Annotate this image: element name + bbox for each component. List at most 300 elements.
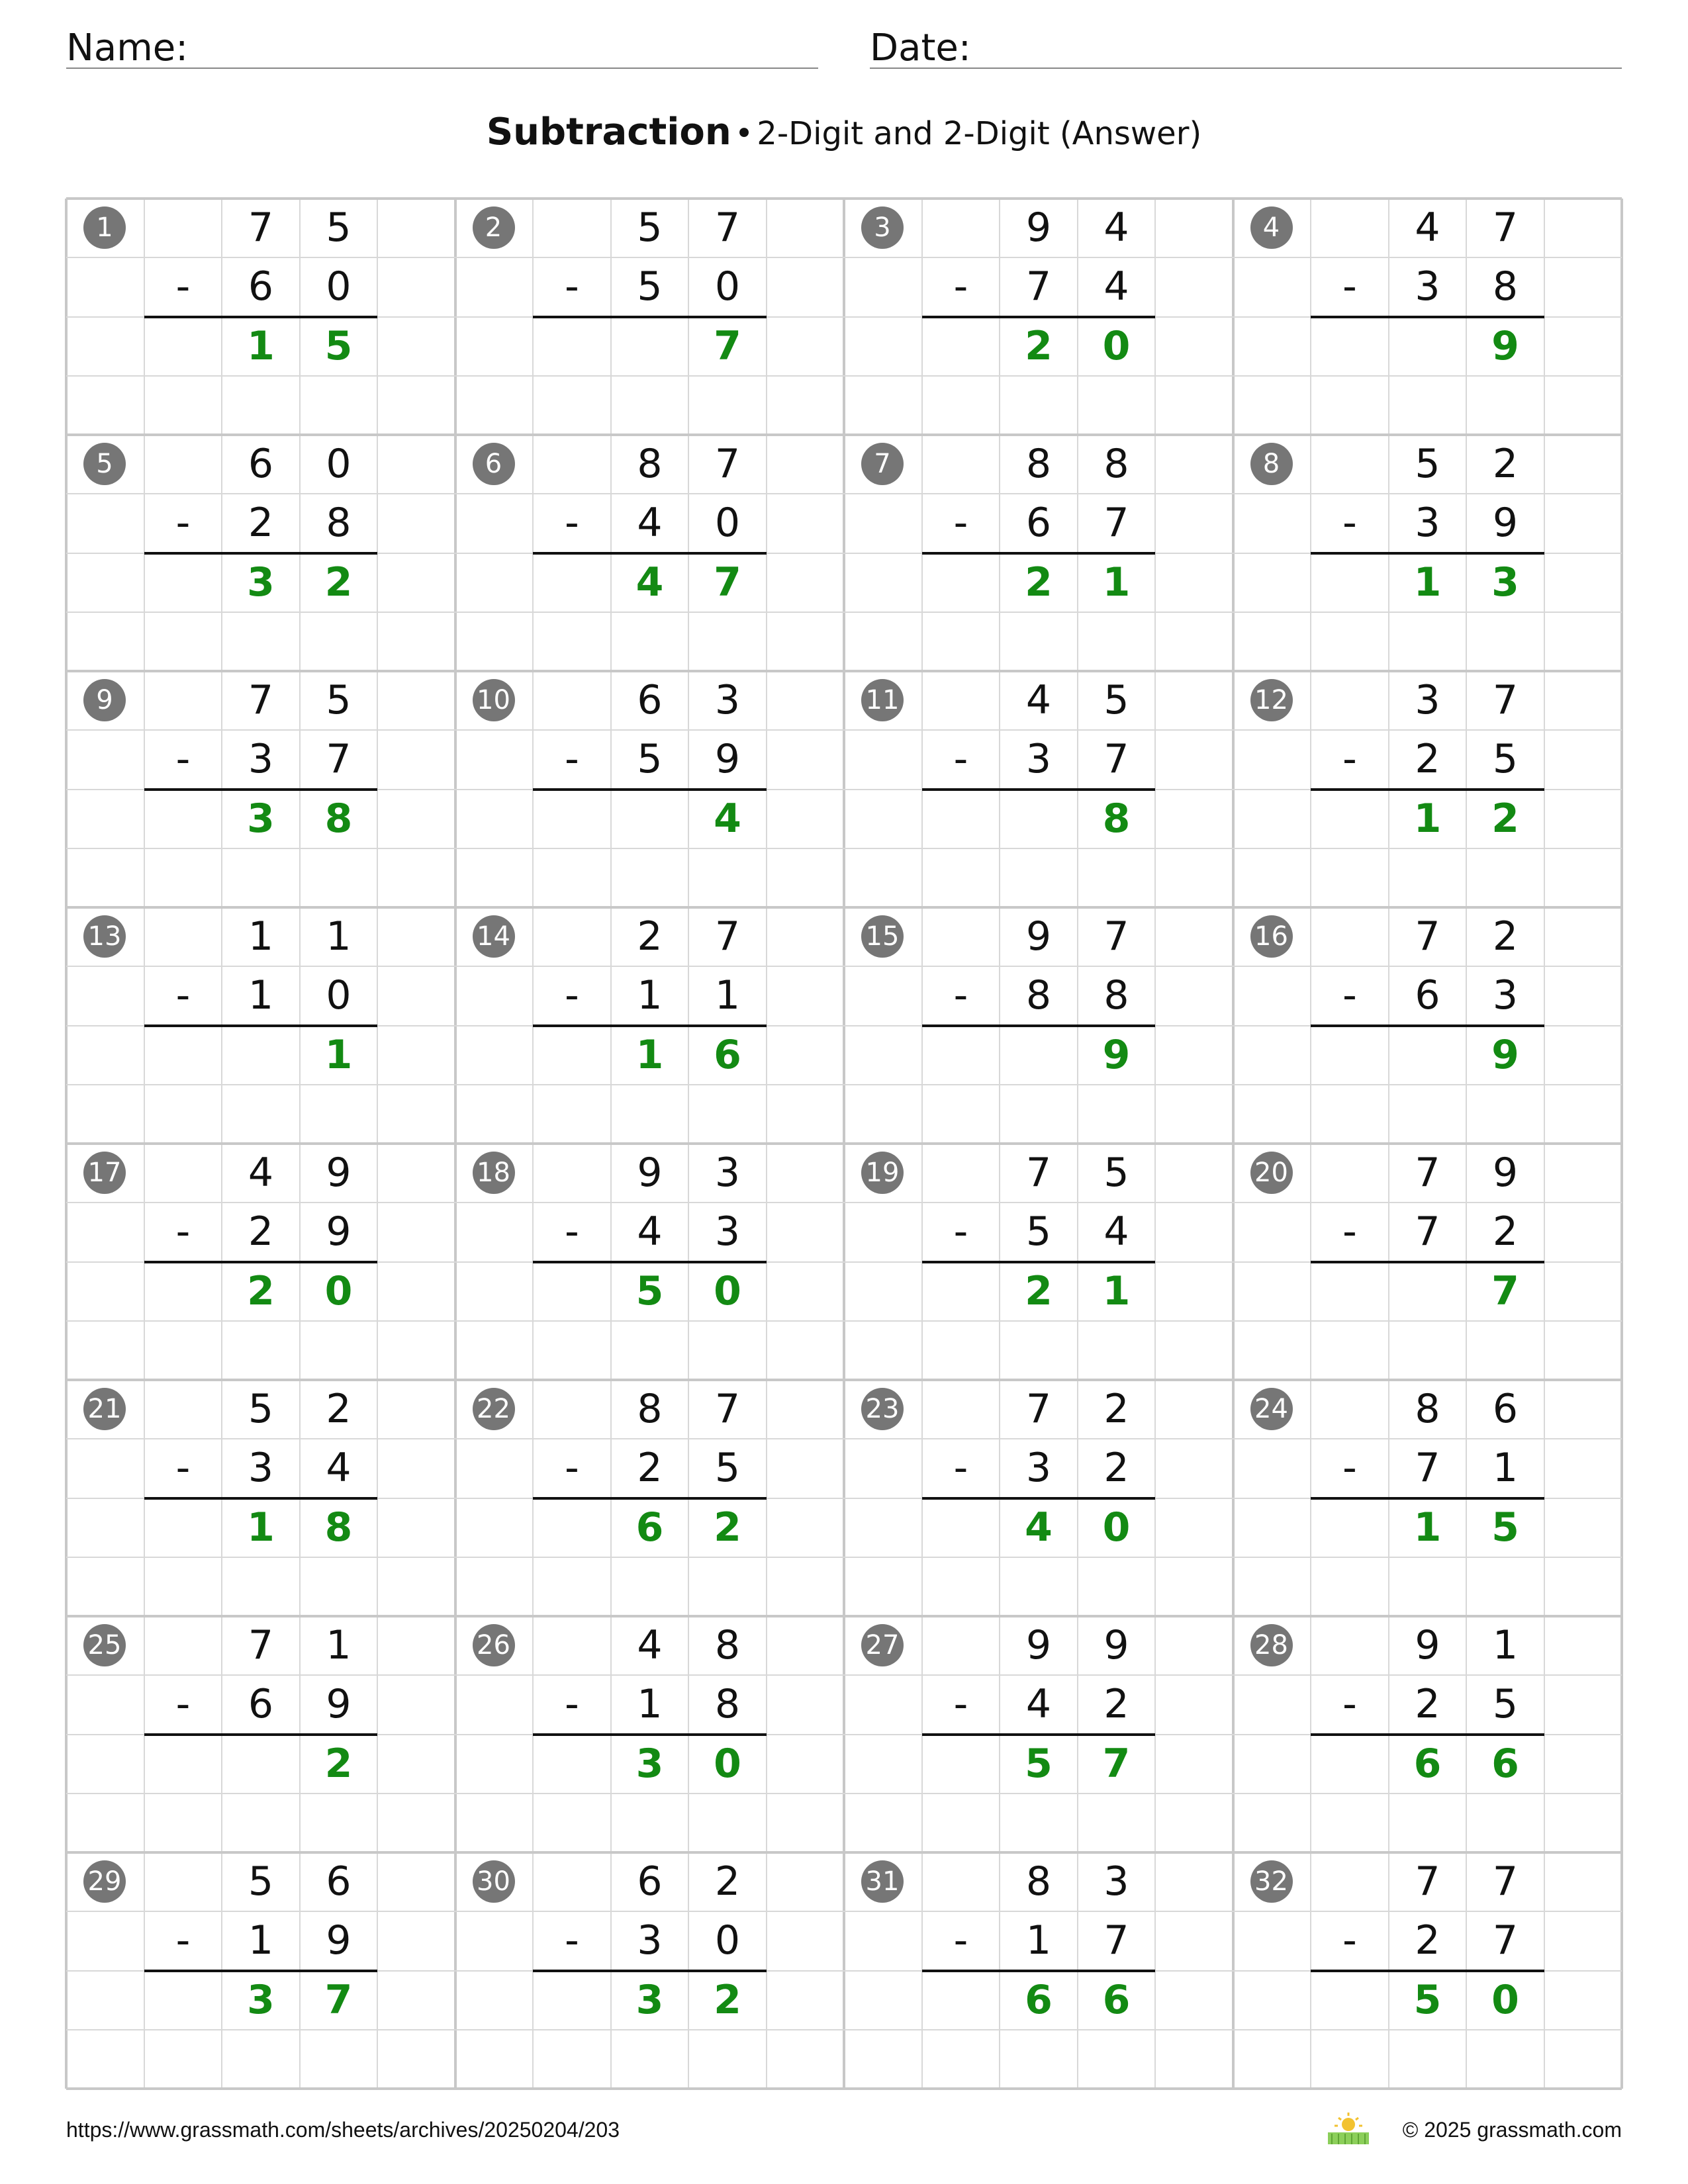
problem-number-badge: 20 (1250, 1152, 1293, 1194)
problem-number-badge: 21 (83, 1388, 126, 1430)
answer-ones-digit: 0 (1102, 1504, 1131, 1551)
subtrahend-ones-digit: 4 (326, 1445, 352, 1492)
name-label: Name: (66, 26, 189, 69)
subtrahend-tens-digit: 3 (1415, 263, 1440, 310)
name-line[interactable] (66, 68, 818, 69)
minus-sign: - (565, 500, 579, 547)
subtrahend-ones-digit: 0 (714, 500, 741, 547)
minuend-tens-digit: 6 (248, 441, 274, 487)
problem-number-badge: 24 (1250, 1388, 1293, 1430)
answer-tens-digit: 1 (635, 1031, 664, 1078)
minuend-ones-digit: 9 (1103, 1622, 1129, 1668)
subtrahend-ones-digit: 9 (326, 1681, 352, 1728)
subtrahend-tens-digit: 1 (637, 972, 663, 1019)
minuend-tens-digit: 6 (637, 1858, 663, 1905)
answer-tens-digit: 6 (635, 1504, 664, 1551)
minuend-ones-digit: 2 (1103, 1386, 1129, 1432)
problem-number-badge: 29 (83, 1860, 126, 1903)
minus-sign: - (565, 1445, 579, 1492)
minus-sign: - (1342, 972, 1357, 1019)
minus-sign: - (953, 972, 968, 1019)
minuend-ones-digit: 1 (1492, 1622, 1519, 1668)
answer-ones-digit: 2 (714, 1976, 741, 2023)
answer-rule (533, 1733, 767, 1736)
answer-ones-digit: 0 (324, 1267, 353, 1314)
subtrahend-ones-digit: 8 (714, 1681, 741, 1728)
answer-tens-digit: 5 (1413, 1976, 1442, 2023)
answer-rule (144, 788, 378, 791)
grass-sun-logo-icon (1325, 2110, 1372, 2147)
problem-number-badge: 27 (861, 1624, 904, 1666)
answer-tens-digit: 1 (1413, 795, 1442, 842)
minus-sign: - (175, 500, 191, 547)
footer-url[interactable]: https://www.grassmath.com/sheets/archives/20250204/203 (66, 2118, 620, 2142)
problem-number-badge: 31 (861, 1860, 904, 1903)
minus-sign: - (565, 1208, 579, 1255)
subtrahend-tens-digit: 3 (1025, 1445, 1052, 1492)
answer-ones-digit: 7 (714, 559, 741, 606)
problem-number-badge: 4 (1250, 206, 1293, 249)
problem-number-badge: 28 (1250, 1624, 1293, 1666)
answer-tens-digit: 5 (1025, 1740, 1053, 1787)
minuend-ones-digit: 7 (1103, 913, 1129, 960)
subtrahend-tens-digit: 1 (248, 972, 274, 1019)
answer-ones-digit: 1 (324, 1031, 353, 1078)
problem-number-badge: 23 (861, 1388, 904, 1430)
minuend-tens-digit: 9 (1025, 205, 1052, 251)
minuend-ones-digit: 7 (714, 441, 741, 487)
answer-ones-digit: 7 (1491, 1267, 1519, 1314)
minuend-ones-digit: 7 (1492, 677, 1519, 723)
answer-ones-digit: 7 (714, 322, 741, 369)
answer-rule (1311, 788, 1544, 791)
subtrahend-ones-digit: 9 (326, 1208, 352, 1255)
minuend-ones-digit: 9 (1492, 1150, 1519, 1196)
subtrahend-tens-digit: 3 (248, 1445, 274, 1492)
minuend-tens-digit: 2 (637, 913, 663, 960)
problem-number-badge: 3 (861, 206, 904, 249)
minuend-tens-digit: 8 (637, 1386, 663, 1432)
minuend-tens-digit: 9 (1025, 1622, 1052, 1668)
answer-ones-digit: 2 (714, 1504, 741, 1551)
answer-rule (922, 316, 1156, 318)
answer-rule (922, 788, 1156, 791)
minus-sign: - (953, 1681, 968, 1728)
answer-tens-digit: 2 (1025, 1267, 1053, 1314)
subtrahend-tens-digit: 2 (248, 500, 274, 547)
problem-number-badge: 22 (473, 1388, 515, 1430)
subtrahend-ones-digit: 2 (1103, 1445, 1129, 1492)
minuend-ones-digit: 6 (1492, 1386, 1519, 1432)
problem-number-badge: 18 (473, 1152, 515, 1194)
answer-rule (1311, 1261, 1544, 1263)
subtrahend-ones-digit: 9 (1492, 500, 1519, 547)
answer-tens-digit: 3 (247, 559, 275, 606)
page-title (0, 106, 1688, 167)
answer-rule (144, 1733, 378, 1736)
answer-ones-digit: 0 (714, 1267, 741, 1314)
minuend-tens-digit: 1 (248, 913, 274, 960)
minuend-tens-digit: 5 (248, 1386, 274, 1432)
subtrahend-tens-digit: 4 (637, 1208, 663, 1255)
subtrahend-tens-digit: 6 (248, 263, 274, 310)
minuend-ones-digit: 0 (326, 441, 352, 487)
subtrahend-ones-digit: 0 (326, 972, 352, 1019)
minus-sign: - (175, 1681, 191, 1728)
answer-rule (922, 1024, 1156, 1027)
subtrahend-ones-digit: 4 (1103, 1208, 1129, 1255)
subtrahend-tens-digit: 6 (248, 1681, 274, 1728)
grid-major-hline (66, 2087, 1622, 2090)
answer-ones-digit: 6 (1102, 1976, 1131, 2023)
minuend-ones-digit: 8 (714, 1622, 741, 1668)
minus-sign: - (953, 500, 968, 547)
subtrahend-ones-digit: 8 (1492, 263, 1519, 310)
minuend-tens-digit: 8 (1025, 1858, 1052, 1905)
subtrahend-tens-digit: 1 (637, 1681, 663, 1728)
minuend-tens-digit: 9 (637, 1150, 663, 1196)
answer-ones-digit: 9 (1491, 322, 1519, 369)
minuend-tens-digit: 3 (1415, 677, 1440, 723)
problem-number-badge: 25 (83, 1624, 126, 1666)
minuend-ones-digit: 7 (1492, 205, 1519, 251)
answer-rule (1311, 1024, 1544, 1027)
minuend-tens-digit: 4 (637, 1622, 663, 1668)
answer-tens-digit: 6 (1413, 1740, 1442, 1787)
subtrahend-ones-digit: 5 (714, 1445, 741, 1492)
subtrahend-tens-digit: 6 (1025, 500, 1052, 547)
subtrahend-ones-digit: 7 (1492, 1917, 1519, 1964)
minuend-tens-digit: 4 (248, 1150, 274, 1196)
problem-number-badge: 6 (473, 443, 515, 485)
answer-ones-digit: 2 (324, 559, 353, 606)
minuend-ones-digit: 2 (714, 1858, 741, 1905)
minuend-ones-digit: 2 (326, 1386, 352, 1432)
subtrahend-tens-digit: 3 (1415, 500, 1440, 547)
subtrahend-ones-digit: 9 (326, 1917, 352, 1964)
subtrahend-tens-digit: 5 (637, 263, 663, 310)
minus-sign: - (953, 1445, 968, 1492)
minuend-tens-digit: 7 (1025, 1386, 1052, 1432)
minuend-ones-digit: 5 (1103, 677, 1129, 723)
answer-tens-digit: 5 (635, 1267, 664, 1314)
subtrahend-ones-digit: 2 (1492, 1208, 1519, 1255)
problem-number-badge: 16 (1250, 915, 1293, 958)
minus-sign: - (565, 972, 579, 1019)
answer-rule (1311, 316, 1544, 318)
subtrahend-tens-digit: 7 (1025, 263, 1052, 310)
subtrahend-tens-digit: 1 (1025, 1917, 1052, 1964)
minuend-tens-digit: 7 (1415, 1150, 1440, 1196)
subtrahend-tens-digit: 3 (637, 1917, 663, 1964)
subtrahend-ones-digit: 7 (1103, 500, 1129, 547)
answer-tens-digit: 3 (247, 795, 275, 842)
subtrahend-ones-digit: 5 (1492, 1681, 1519, 1728)
answer-tens-digit: 4 (1025, 1504, 1053, 1551)
problem-number-badge: 32 (1250, 1860, 1293, 1903)
subtrahend-tens-digit: 2 (1415, 1681, 1440, 1728)
minus-sign: - (565, 736, 579, 783)
minuend-tens-digit: 7 (1415, 913, 1440, 960)
title-main: Subtraction (486, 111, 731, 154)
problem-number-badge: 10 (473, 679, 515, 721)
minus-sign: - (175, 1208, 191, 1255)
subtrahend-ones-digit: 0 (714, 1917, 741, 1964)
minuend-ones-digit: 5 (326, 677, 352, 723)
minuend-tens-digit: 5 (637, 205, 663, 251)
minuend-tens-digit: 7 (248, 1622, 274, 1668)
minuend-tens-digit: 7 (248, 677, 274, 723)
answer-tens-digit: 1 (247, 322, 275, 369)
minuend-ones-digit: 7 (714, 913, 741, 960)
answer-tens-digit (1389, 1262, 1467, 1321)
subtrahend-ones-digit: 9 (714, 736, 741, 783)
answer-rule (1311, 1497, 1544, 1500)
subtrahend-ones-digit: 0 (714, 263, 741, 310)
problem-number-badge: 13 (83, 915, 126, 958)
subtrahend-ones-digit: 5 (1492, 736, 1519, 783)
answer-ones-digit: 0 (1491, 1976, 1519, 2023)
subtrahend-tens-digit: 3 (1025, 736, 1052, 783)
minus-sign: - (175, 736, 191, 783)
subtrahend-ones-digit: 1 (1492, 1445, 1519, 1492)
minuend-ones-digit: 7 (714, 205, 741, 251)
answer-rule (922, 1733, 1156, 1736)
answer-tens-digit (1389, 1026, 1467, 1085)
subtrahend-ones-digit: 4 (1103, 263, 1129, 310)
answer-rule (144, 1261, 378, 1263)
subtrahend-tens-digit: 6 (1415, 972, 1440, 1019)
minuend-tens-digit: 5 (248, 1858, 274, 1905)
minuend-tens-digit: 6 (637, 677, 663, 723)
subtrahend-tens-digit: 4 (637, 500, 663, 547)
subtrahend-ones-digit: 7 (1103, 736, 1129, 783)
subtrahend-tens-digit: 5 (637, 736, 663, 783)
answer-tens-digit (1389, 317, 1467, 376)
answer-ones-digit: 8 (1102, 795, 1131, 842)
minuend-ones-digit: 3 (1103, 1858, 1129, 1905)
minus-sign: - (175, 1917, 191, 1964)
answer-rule (1311, 1733, 1544, 1736)
minuend-ones-digit: 4 (1103, 205, 1129, 251)
answer-ones-digit: 7 (324, 1976, 353, 2023)
answer-tens-digit: 2 (1025, 322, 1053, 369)
minus-sign: - (565, 1681, 579, 1728)
answer-rule (922, 1497, 1156, 1500)
subtrahend-ones-digit: 0 (326, 263, 352, 310)
subtrahend-ones-digit: 3 (714, 1208, 741, 1255)
minuend-tens-digit: 9 (1025, 913, 1052, 960)
answer-rule (1311, 1970, 1544, 1972)
problem-number-badge: 9 (83, 679, 126, 721)
answer-tens-digit (611, 790, 689, 848)
minuend-ones-digit: 1 (326, 1622, 352, 1668)
minus-sign: - (175, 263, 191, 310)
minus-sign: - (1342, 1917, 1357, 1964)
subtrahend-ones-digit: 8 (326, 500, 352, 547)
problem-number-badge: 19 (861, 1152, 904, 1194)
answer-rule (922, 1970, 1156, 1972)
answer-ones-digit: 2 (324, 1740, 353, 1787)
answer-rule (533, 788, 767, 791)
minuend-ones-digit: 2 (1492, 441, 1519, 487)
minuend-ones-digit: 7 (714, 1386, 741, 1432)
subtrahend-ones-digit: 1 (714, 972, 741, 1019)
answer-ones-digit: 0 (1102, 322, 1131, 369)
answer-ones-digit: 4 (714, 795, 741, 842)
subtrahend-tens-digit: 2 (637, 1445, 663, 1492)
problem-number-badge: 17 (83, 1152, 126, 1194)
minuend-tens-digit: 5 (1415, 441, 1440, 487)
minuend-tens-digit: 7 (1415, 1858, 1440, 1905)
answer-ones-digit: 3 (1491, 559, 1519, 606)
minuend-ones-digit: 5 (326, 205, 352, 251)
answer-tens-digit: 1 (1413, 559, 1442, 606)
problem-number-badge: 26 (473, 1624, 515, 1666)
subtrahend-tens-digit: 7 (1415, 1445, 1440, 1492)
minuend-ones-digit: 1 (326, 913, 352, 960)
minuend-ones-digit: 5 (1103, 1150, 1129, 1196)
minuend-ones-digit: 8 (1103, 441, 1129, 487)
subtrahend-tens-digit: 1 (248, 1917, 274, 1964)
answer-tens-digit (1000, 790, 1078, 848)
minus-sign: - (1342, 263, 1357, 310)
answer-rule (533, 1497, 767, 1500)
subtrahend-tens-digit: 3 (248, 736, 274, 783)
problem-number-badge: 5 (83, 443, 126, 485)
answer-rule (144, 552, 378, 555)
answer-ones-digit: 5 (1491, 1504, 1519, 1551)
minuend-ones-digit: 3 (714, 1150, 741, 1196)
minuend-ones-digit: 9 (326, 1150, 352, 1196)
answer-rule (144, 1024, 378, 1027)
problem-number-badge: 14 (473, 915, 515, 958)
footer-copyright: © 2025 grassmath.com (1402, 2118, 1622, 2142)
answer-tens-digit: 1 (247, 1504, 275, 1551)
answer-tens-digit (1000, 1026, 1078, 1085)
problem-number-badge: 2 (473, 206, 515, 249)
answer-ones-digit: 8 (324, 795, 353, 842)
worksheet-grid (66, 199, 1622, 2089)
problem-number-badge: 30 (473, 1860, 515, 1903)
minuend-tens-digit: 8 (1025, 441, 1052, 487)
minuend-ones-digit: 6 (326, 1858, 352, 1905)
problem-number-badge: 8 (1250, 443, 1293, 485)
subtrahend-tens-digit: 2 (248, 1208, 274, 1255)
subtrahend-ones-digit: 3 (1492, 972, 1519, 1019)
minus-sign: - (953, 263, 968, 310)
minuend-tens-digit: 4 (1025, 677, 1052, 723)
answer-tens-digit: 3 (635, 1740, 664, 1787)
minuend-ones-digit: 2 (1492, 913, 1519, 960)
answer-tens-digit: 6 (1025, 1976, 1053, 2023)
minus-sign: - (953, 1917, 968, 1964)
minus-sign: - (175, 972, 191, 1019)
date-line[interactable] (870, 68, 1622, 69)
subtrahend-tens-digit: 7 (1415, 1208, 1440, 1255)
minus-sign: - (1342, 500, 1357, 547)
answer-tens-digit: 1 (1413, 1504, 1442, 1551)
minus-sign: - (1342, 1445, 1357, 1492)
answer-rule (533, 1970, 767, 1972)
answer-tens-digit (611, 317, 689, 376)
problem-number-badge: 15 (861, 915, 904, 958)
minus-sign: - (953, 1208, 968, 1255)
answer-tens-digit: 3 (247, 1976, 275, 2023)
answer-tens-digit (222, 1735, 300, 1794)
problem-number-badge: 7 (861, 443, 904, 485)
subtrahend-tens-digit: 5 (1025, 1208, 1052, 1255)
subtrahend-tens-digit: 4 (1025, 1681, 1052, 1728)
subtrahend-ones-digit: 2 (1103, 1681, 1129, 1728)
answer-ones-digit: 9 (1491, 1031, 1519, 1078)
answer-ones-digit: 1 (1102, 559, 1131, 606)
subtrahend-ones-digit: 7 (326, 736, 352, 783)
subtrahend-tens-digit: 8 (1025, 972, 1052, 1019)
title-subtitle: 2-Digit and 2-Digit (Answer) (757, 115, 1202, 152)
answer-rule (144, 316, 378, 318)
subtrahend-tens-digit: 2 (1415, 736, 1440, 783)
minus-sign: - (1342, 1208, 1357, 1255)
answer-ones-digit: 2 (1491, 795, 1519, 842)
answer-rule (922, 1261, 1156, 1263)
minuend-ones-digit: 7 (1492, 1858, 1519, 1905)
answer-ones-digit: 5 (324, 322, 353, 369)
answer-rule (1311, 552, 1544, 555)
minuend-tens-digit: 8 (1415, 1386, 1440, 1432)
minus-sign: - (1342, 736, 1357, 783)
problem-number-badge: 1 (83, 206, 126, 249)
minuend-tens-digit: 8 (637, 441, 663, 487)
title-bullet: • (734, 115, 754, 152)
problem-number-badge: 11 (861, 679, 904, 721)
answer-ones-digit: 7 (1102, 1740, 1131, 1787)
answer-tens-digit: 4 (635, 559, 664, 606)
minus-sign: - (953, 736, 968, 783)
answer-tens-digit (222, 1026, 300, 1085)
answer-rule (144, 1497, 378, 1500)
minus-sign: - (565, 1917, 579, 1964)
answer-tens-digit: 3 (635, 1976, 664, 2023)
minus-sign: - (175, 1445, 191, 1492)
problem-number-badge: 12 (1250, 679, 1293, 721)
minus-sign: - (565, 263, 579, 310)
answer-rule (533, 316, 767, 318)
minuend-tens-digit: 9 (1415, 1622, 1440, 1668)
answer-rule (533, 552, 767, 555)
date-label: Date: (870, 26, 971, 69)
answer-ones-digit: 9 (1102, 1031, 1131, 1078)
answer-ones-digit: 8 (324, 1504, 353, 1551)
minuend-ones-digit: 3 (714, 677, 741, 723)
answer-rule (533, 1024, 767, 1027)
minuend-tens-digit: 7 (1025, 1150, 1052, 1196)
minus-sign: - (1342, 1681, 1357, 1728)
answer-ones-digit: 1 (1102, 1267, 1131, 1314)
minuend-tens-digit: 7 (248, 205, 274, 251)
answer-rule (922, 552, 1156, 555)
subtrahend-ones-digit: 8 (1103, 972, 1129, 1019)
answer-rule (144, 1970, 378, 1972)
answer-tens-digit: 2 (247, 1267, 275, 1314)
subtrahend-tens-digit: 2 (1415, 1917, 1440, 1964)
minuend-tens-digit: 4 (1415, 205, 1440, 251)
answer-ones-digit: 6 (1491, 1740, 1519, 1787)
subtrahend-ones-digit: 7 (1103, 1917, 1129, 1964)
answer-ones-digit: 6 (714, 1031, 741, 1078)
answer-tens-digit: 2 (1025, 559, 1053, 606)
answer-rule (533, 1261, 767, 1263)
